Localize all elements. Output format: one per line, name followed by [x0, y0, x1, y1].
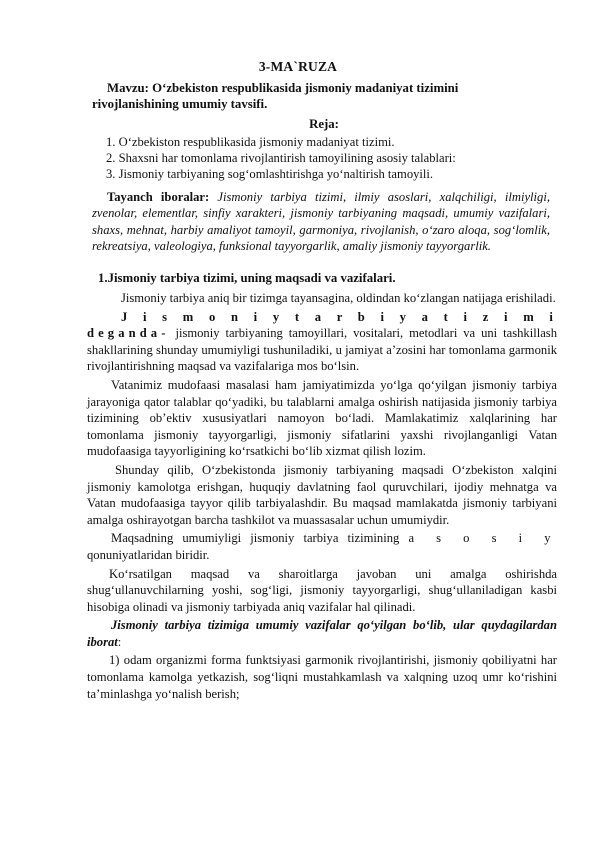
term-jismoniy-tarbiya-tizimi: J i s m o n i y t a r b i y a t i z i m i deganda- — [87, 309, 557, 341]
plan-list — [106, 134, 556, 182]
lecture-topic — [92, 80, 562, 112]
paragraph-7 — [87, 617, 557, 650]
keywords-label: Tayanch iboralar: — [107, 190, 210, 204]
topic-line-2: rivojlanishining umumiy tavsifi. — [92, 97, 268, 112]
paragraph-5-end: qonuniyatlaridan biridir. — [87, 547, 210, 562]
paragraph-7-end: : — [117, 634, 122, 649]
paragraph-1: Jismoniy tarbiya aniq bir tizimga tayansagina, oldindan ko‘zlangan natijaga erishiladi. — [121, 291, 556, 305]
keywords-text: Jismoniy tarbiya tizimi, ilmiy asoslari, xalqchiligi, ilmiyligi, zvenolar, elementlar, sinfiy xarakteri, jismoniy tarbiyaning maqsadi, umumiy vazifalari, shaxs, mehnat, harbiy amaliyot tamoyil, garmoniya, rivojlanish, o‘zaro aloqa, sog‘lomlik, rekreatsiya, valeologiya, funksional tayyorgarlik, amaliy jismoniy tayyorgarlik. — [92, 190, 550, 254]
plan-item: 2. Shaxsni har tomonlama rivojlantirish tamoyilining asosiy talablari: — [106, 151, 456, 165]
plan-heading: Reja: — [309, 117, 339, 131]
topic-line-1: Mavzu: O‘zbekiston respublikasida jismoniy madaniyat tizimini — [107, 81, 459, 95]
plan-item: 1. O‘zbekiston respublikasida jismoniy madaniyat tizimi. — [106, 135, 395, 149]
paragraph-5-start: Maqsadning umumiyligi jismoniy tarbiya tizimining — [111, 531, 409, 546]
section-body — [87, 290, 557, 704]
keywords-paragraph — [92, 189, 550, 255]
paragraph-2 — [87, 309, 557, 375]
paragraph-2-text: jismoniy tarbiyaning tamoyillari, vositalari, metodlari va uni tashkillash shakllarining shunday umumiyligi tushuniladiki, u jamiyat a’zosini har tomonlama garmonik rivojlantirishning maqsad va vazifalariga mos bo‘lsin. — [87, 326, 557, 374]
lecture-title: 3-MA`RUZA — [258, 59, 338, 74]
paragraph-4: Shunday qilib, O‘zbekistonda jismoniy tarbiyaning maqsadi O‘zbekiston xalqini jismoniy kamolotga erishgan, huquqiy davlatning faol quruvchilari, ijodiy mehnatga va Vatan mudofaasiga tayyor qilib tarbiyalashdir. Bu maqsad mamlakatda jismoniy tarbiyani amalga oshirayotgan barcha tashkilot va muassasalar uchun umumiydir. — [87, 462, 557, 527]
paragraph-6: Ko‘rsatilgan maqsad va sharoitlarga javoban uni amalga oshirishda shug‘ullanuvchilarning yoshi, sog‘ligi, jismoniy tayyorgarligi, shug‘ullaniladigan kasbi hisobiga olinadi va jismoniy tarbiyada aniq vazifalar hal qilinadi. — [87, 566, 557, 614]
term-asosiy: a s o s i y — [408, 531, 557, 546]
general-tasks-heading: Jismoniy tarbiya tizimiga umumiy vazifalar qo‘yilgan bo‘lib, ular quydagilardan iborat — [87, 618, 557, 649]
section-heading: 1.Jismoniy tarbiya tizimi, uning maqsadi va vazifalari. — [98, 271, 396, 285]
paragraph-8: 1) odam organizmi forma funktsiyasi garmonik rivojlantirishi, jismoniy qobiliyatni har tomonlama kamolga yetkazish, sog‘liqni mustahkamlash va xalqning uzoq umr ko‘rishini ta’minlashga yo‘nalish berish; — [87, 653, 557, 701]
paragraph-5 — [87, 530, 557, 563]
paragraph-3: Vatanimiz mudofaasi masalasi ham jamiyatimizda yo‘lga qo‘yilgan jismoniy tarbiya jarayoniga qator talablar qo‘yadiki, bu talablarni amalga oshirish natijasida jismoniy tarbiya tizimining ob’ektiv xususiyatlari namoyon bo‘ladi. Mamlakatimiz xalqlarining har tomonlama jismoniy tayyorgarligi, jismoniy sifatlarini yaxshi rivojlanganligi Vatan mudofaasiga tayyorligining ko‘rsatkichi bo‘lib xizmat qilish lozim. — [87, 377, 557, 459]
plan-item: 3. Jismoniy tarbiyaning sog‘omlashtirishga yo‘naltirish tamoyili. — [106, 167, 434, 181]
